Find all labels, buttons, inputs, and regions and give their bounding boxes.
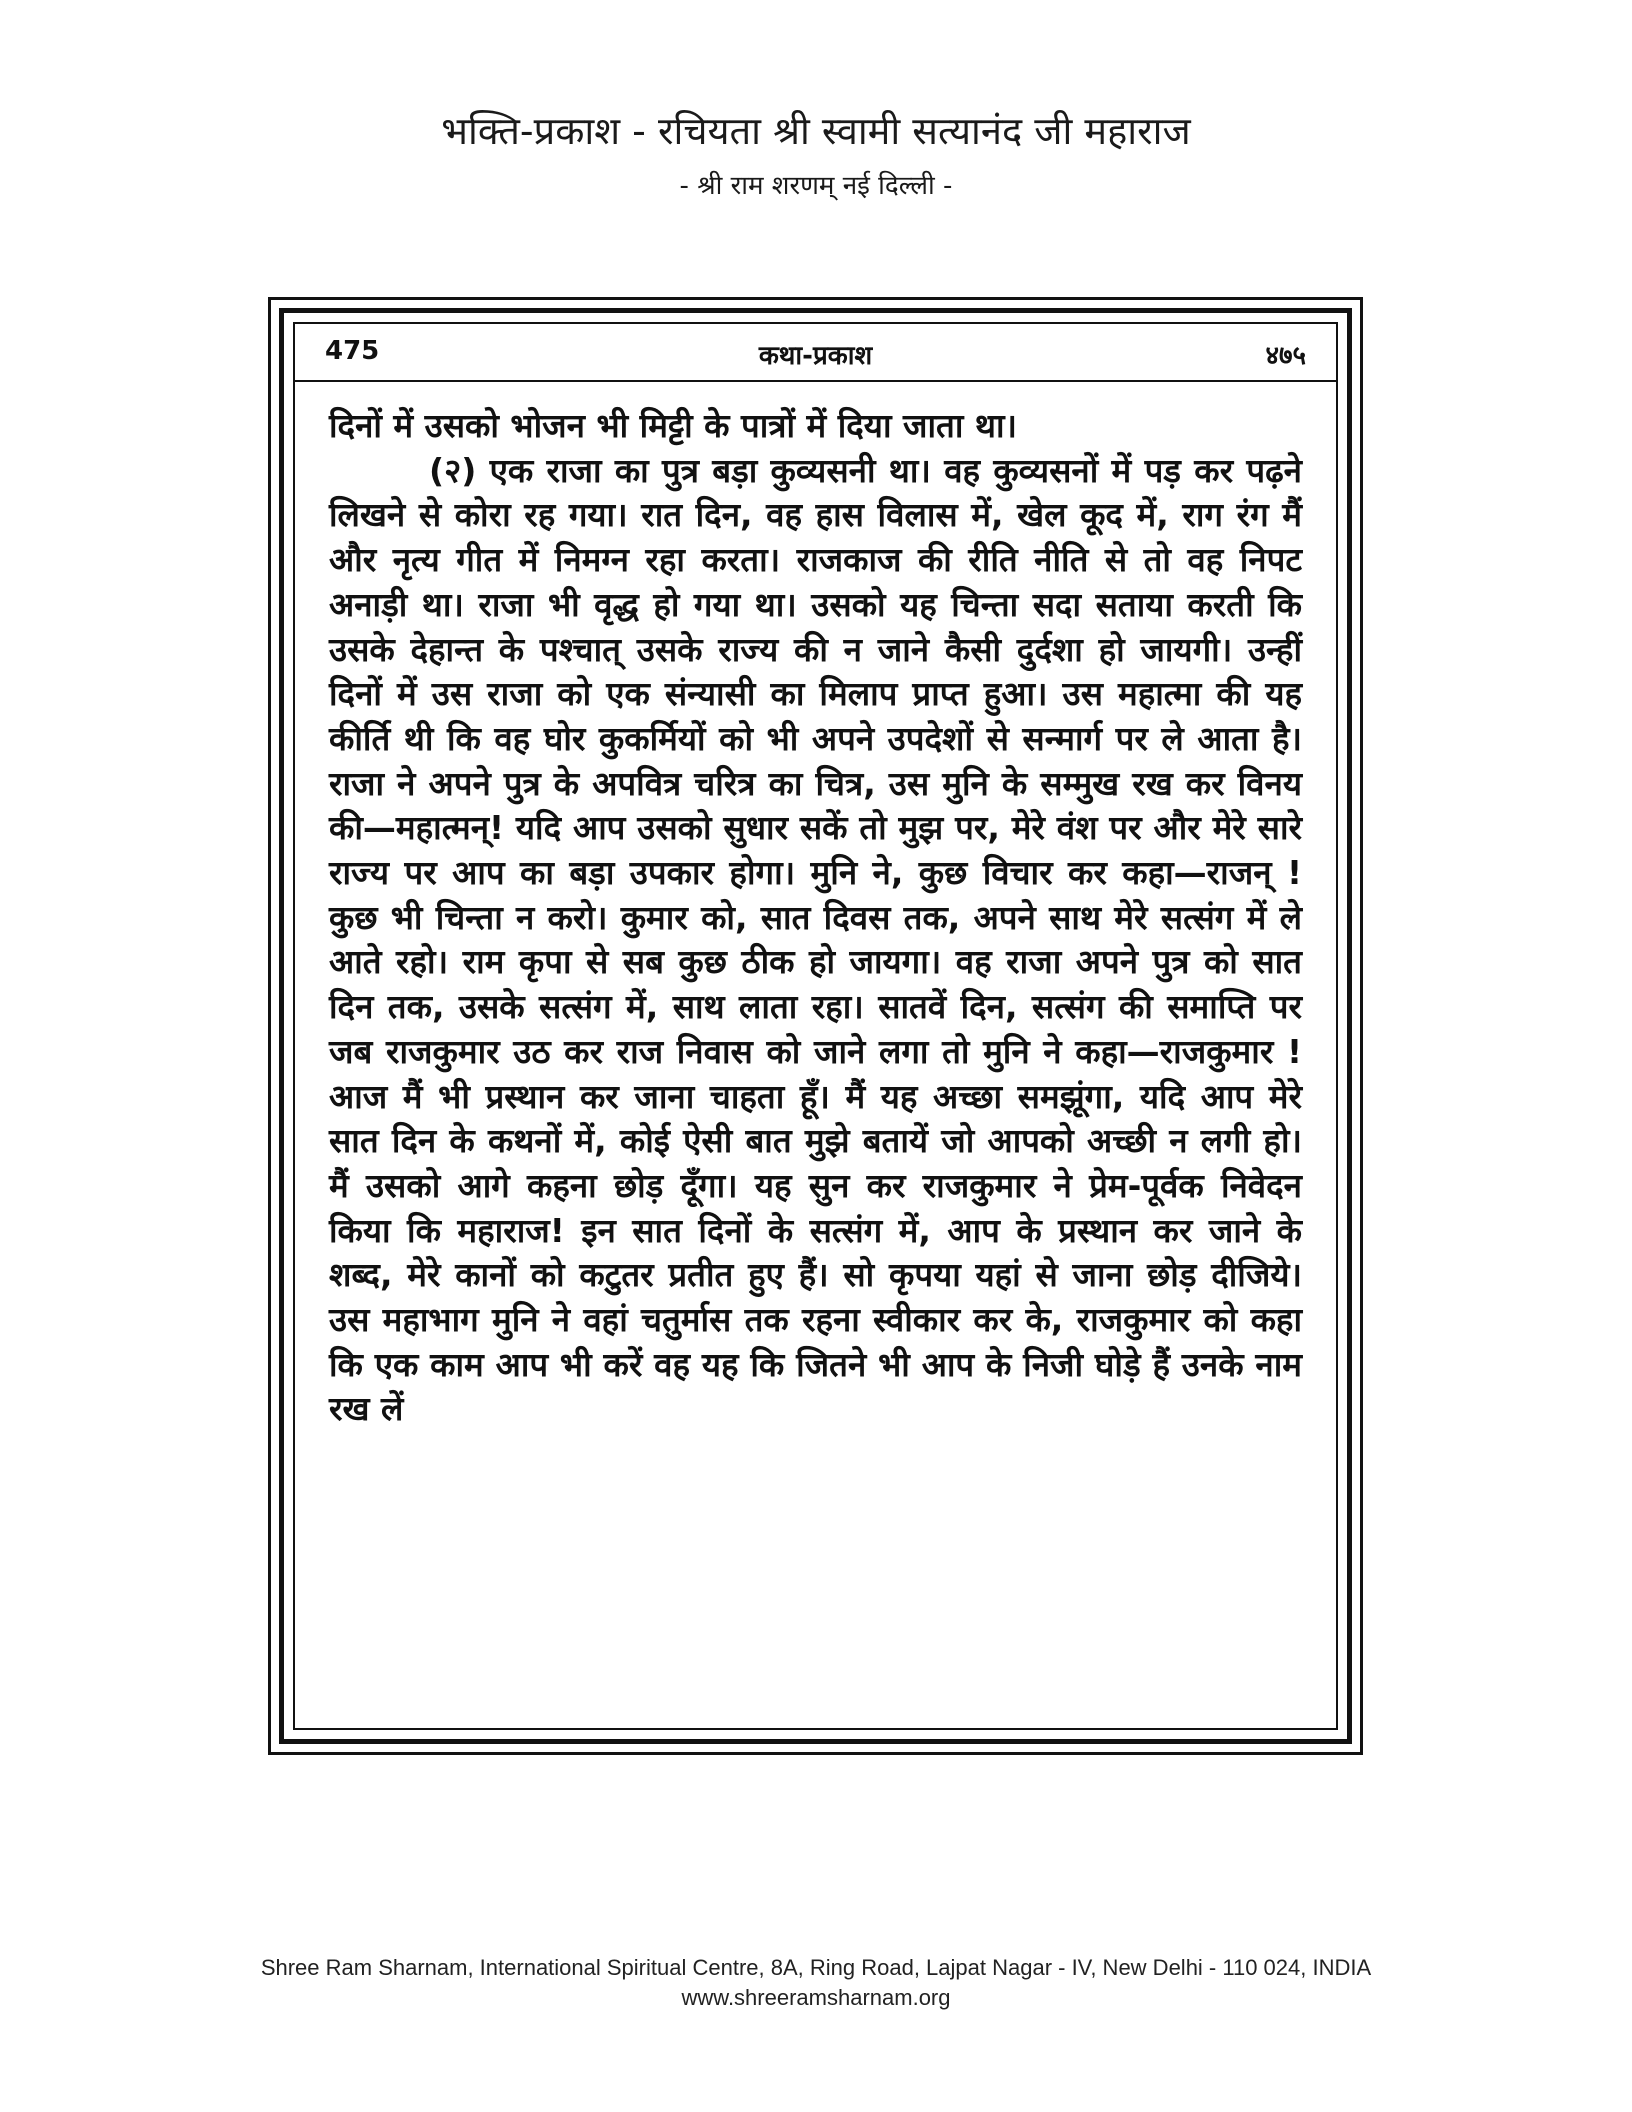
header-rule [295, 380, 1336, 382]
section-title: कथा-प्रकाश [758, 341, 873, 371]
paragraph-story: (२) एक राजा का पुत्र बड़ा कुव्यसनी था। वह कुव्यसनों में पड़ कर पढ़ने लिखने से कोरा रह गया। रात दिन, वह हास विलास में, खेल कूद में, राग रंग मैं और नृत्य गीत में निमग्न रहा करता। राजकाज की रीति नीति से तो वह निपट अनाड़ी था। राजा भी वृद्ध हो गया था। उसको यह चिन्ता सदा सताया करती कि उसके देहान्त के पश्चात् उसके राज्य की न जाने कैसी दुर्दशा हो जायगी। उन्हीं दिनों में उस राजा को एक संन्यासी का मिलाप प्राप्त हुआ। उस महात्मा की यह कीर्ति थी कि वह घोर कुकर्मियों को भी अपने उपदेशों से सन्मार्ग पर ले आता है। राजा ने अपने पुत्र के अपवित्र चरित्र का चित्र, उस मुनि के सम्मुख रख कर विनय की—महात्मन्! यदि आप उसको सुधार सकें तो मुझ पर, मेरे वंश पर और मेरे सारे राज्य पर आप का बड़ा उपकार होगा। मुनि ने, कुछ विचार कर कहा—राजन् ! कुछ भी चिन्ता न करो। कुमार को, सात दिवस तक, अपने साथ मेरे सत्संग में ले आते रहो। राम कृपा से सब कुछ ठीक हो जायगा। वह राजा अपने पुत्र को सात दिन तक, उसके सत्संग में, साथ लाता रहा। सातवें दिन, सत्संग की समाप्ति पर जब राजकुमार उठ कर राज निवास को जाने लगा तो मुनि ने कहा—राजकुमार ! आज मैं भी प्रस्थान कर जाना चाहता हूँ। मैं यह अच्छा समझूंगा, यदि आप मेरे सात दिन के कथनों में, कोई ऐसी बात मुझे बतायें जो आपको अच्छी न लगी हो। मैं उसको आगे कहना छोड़ दूँगा। यह सुन कर राजकुमार ने प्रेम-पूर्वक निवेदन किया कि महाराज! इन सात दिनों के सत्संग में, आप के प्रस्थान कर जाने के शब्द, मेरे कानों को कटुतर प्रतीत हुए हैं। सो कृपया यहां से जाना छोड़ दीजिये। उस महाभाग मुनि ने वहां चतुर्मास तक रहना स्वीकार कर के, राजकुमार को कहा कि एक काम आप भी करें वह यह कि जितने भी आप के निजी घोड़े हैं उनके नाम रख लें [329, 450, 1302, 1429]
page-frame-border [279, 308, 1352, 1744]
paragraph-continuation: दिनों में उसको भोजन भी मिट्टी के पात्रों में दिया जाता था। [329, 406, 1018, 445]
footer-address: Shree Ram Sharnam, International Spiritual Centre, 8A, Ring Road, Lajpat Nagar - IV, New Delhi - 110 024, INDIA [260, 1955, 1372, 1980]
page-number-arabic: 475 [325, 336, 380, 366]
page-frame [268, 297, 1363, 1755]
body-text [329, 404, 1302, 1432]
publisher-line: - श्री राम शरणम् नई दिल्ली - [679, 171, 953, 201]
page-number-devanagari: ४७५ [1265, 341, 1306, 371]
book-title: भक्ति-प्रकाश - रचियता श्री स्वामी सत्यानंद जी महाराज [441, 109, 1191, 153]
footer-website: www.shreeramsharnam.org [681, 1985, 951, 2010]
page-content-area [293, 322, 1338, 1730]
running-header [325, 336, 1306, 376]
